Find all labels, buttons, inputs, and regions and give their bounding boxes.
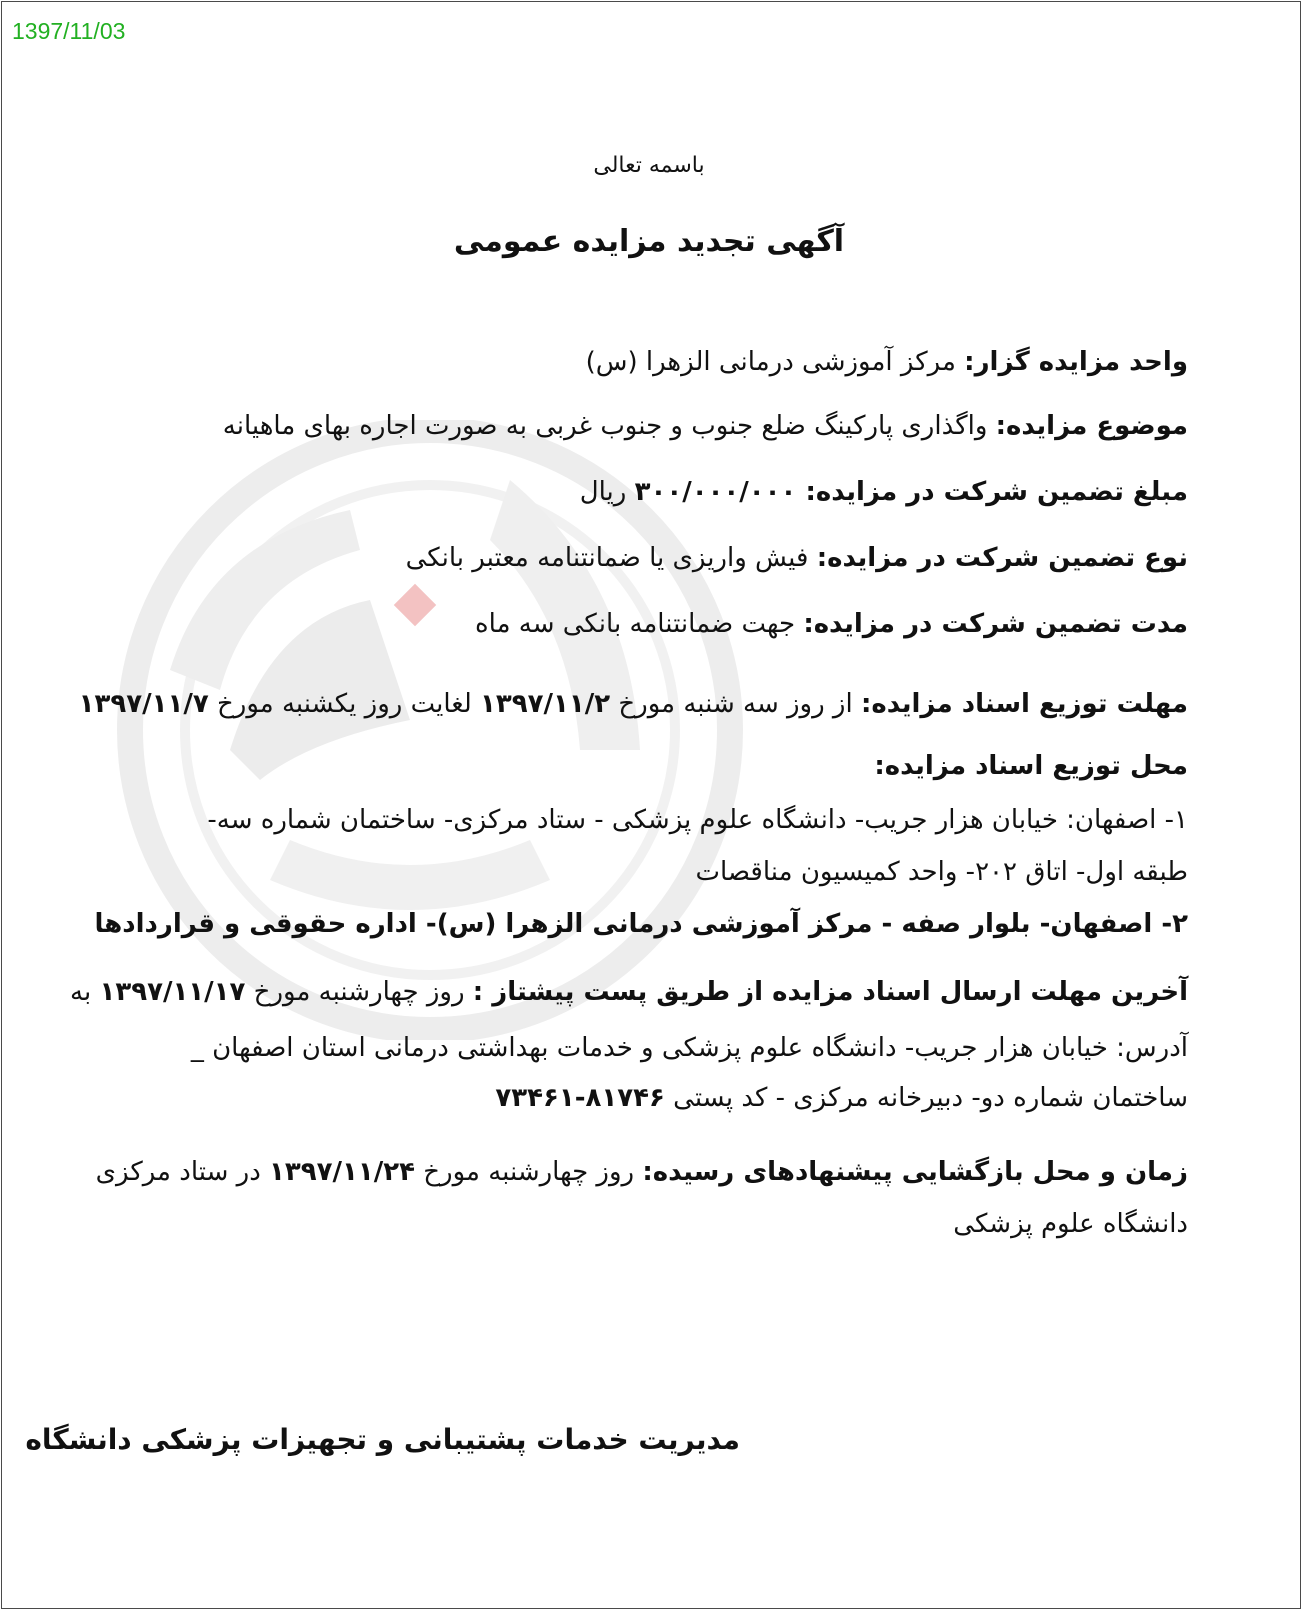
distribution-place-item-1-line-1: ۱- اصفهان: خیابان هزار جریب- دانشگاه علوم پزشکی - ستاد مرکزی- ساختمان شماره سه- (207, 805, 1188, 835)
subject-label: موضوع مزایده: (995, 411, 1188, 441)
post-deadline-text-a: روز چهارشنبه مورخ (245, 977, 473, 1007)
signature: مدیریت خدمات پشتیبانی و تجهیزات پزشکی دانشگاه (25, 1423, 740, 1456)
distribution-deadline-text-b: لغایت روز یکشنبه مورخ (208, 689, 481, 719)
distribution-deadline-row (78, 684, 1188, 724)
auctioneer-value: مرکز آموزشی درمانی الزهرا (س) (585, 347, 965, 377)
distribution-place-item-1-line-2: طبقه اول- اتاق ۲۰۲- واحد کمیسیون مناقصات (695, 857, 1188, 887)
guarantee-amount-label: مبلغ تضمین شرکت در مزایده: (796, 477, 1188, 507)
date-stamp: 1397/11/03 (12, 18, 126, 44)
opening-location-line: دانشگاه علوم پزشکی (953, 1209, 1188, 1239)
post-deadline-text-b: به (70, 977, 100, 1007)
guarantee-duration-label: مدت تضمین شرکت در مزایده: (803, 609, 1188, 639)
distribution-end-date: ۱۳۹۷/۱۱/۷ (78, 689, 209, 719)
distribution-place-label: محل توزیع اسناد مزایده: (874, 751, 1188, 781)
auctioneer-row (110, 342, 1188, 382)
guarantee-duration-row (110, 604, 1188, 644)
distribution-start-date: ۱۳۹۷/۱۱/۲ (480, 689, 611, 719)
distribution-deadline-label: مهلت توزیع اسناد مزایده: (860, 689, 1188, 719)
basmala-heading: باسمه تعالی (593, 153, 705, 178)
guarantee-type-row (110, 538, 1188, 578)
guarantee-duration-value: جهت ضمانتنامه بانکی سه ماه (475, 609, 804, 639)
opening-text-b: در ستاد مرکزی (95, 1157, 270, 1187)
post-address-line: آدرس: خیابان هزار جریب- دانشگاه علوم پزشکی و خدمات بهداشتی درمانی استان اصفهان _ (190, 1033, 1188, 1063)
opening-date: ۱۳۹۷/۱۱/۲۴ (269, 1157, 415, 1187)
subject-value: واگذاری پارکینگ ضلع جنوب و جنوب غربی به صورت اجاره بهای ماهیانه (222, 411, 996, 441)
distribution-place-item-2: ۲- اصفهان- بلوار صفه - مرکز آموزشی درمانی الزهرا (س)- اداره حقوقی و قراردادها (94, 909, 1188, 939)
post-address-line-2 (110, 1078, 1188, 1118)
auctioneer-label: واحد مزایده گزار: (964, 347, 1188, 377)
subject-row (110, 406, 1188, 446)
post-deadline-row (70, 972, 1188, 1012)
post-address-building: ساختمان شماره دو- دبیرخانه مرکزی - کد پستی (664, 1083, 1188, 1113)
post-deadline-date: ۱۳۹۷/۱۱/۱۷ (99, 977, 246, 1007)
postal-code: ۸۱۷۴۶-۷۳۴۶۱ (495, 1083, 665, 1113)
guarantee-type-label: نوع تضمین شرکت در مزایده: (816, 543, 1188, 573)
guarantee-type-value: فیش واریزی یا ضمانتنامه معتبر بانکی (405, 543, 817, 573)
guarantee-amount-unit: ریال (579, 477, 635, 507)
post-deadline-label: آخرین مهلت ارسال اسناد مزایده از طریق پست پیشتاز : (472, 977, 1188, 1007)
guarantee-amount-number: ۳۰۰/۰۰۰/۰۰۰ (634, 477, 797, 507)
opening-row (95, 1152, 1188, 1192)
opening-text-a: روز چهارشنبه مورخ (414, 1157, 643, 1187)
page-title: آگهی تجدید مزایده عمومی (453, 224, 845, 259)
distribution-deadline-text-a: از روز سه شنبه مورخ (610, 689, 861, 719)
opening-label: زمان و محل بازگشایی پیشنهادهای رسیده: (642, 1157, 1188, 1187)
guarantee-amount-row (110, 472, 1188, 512)
